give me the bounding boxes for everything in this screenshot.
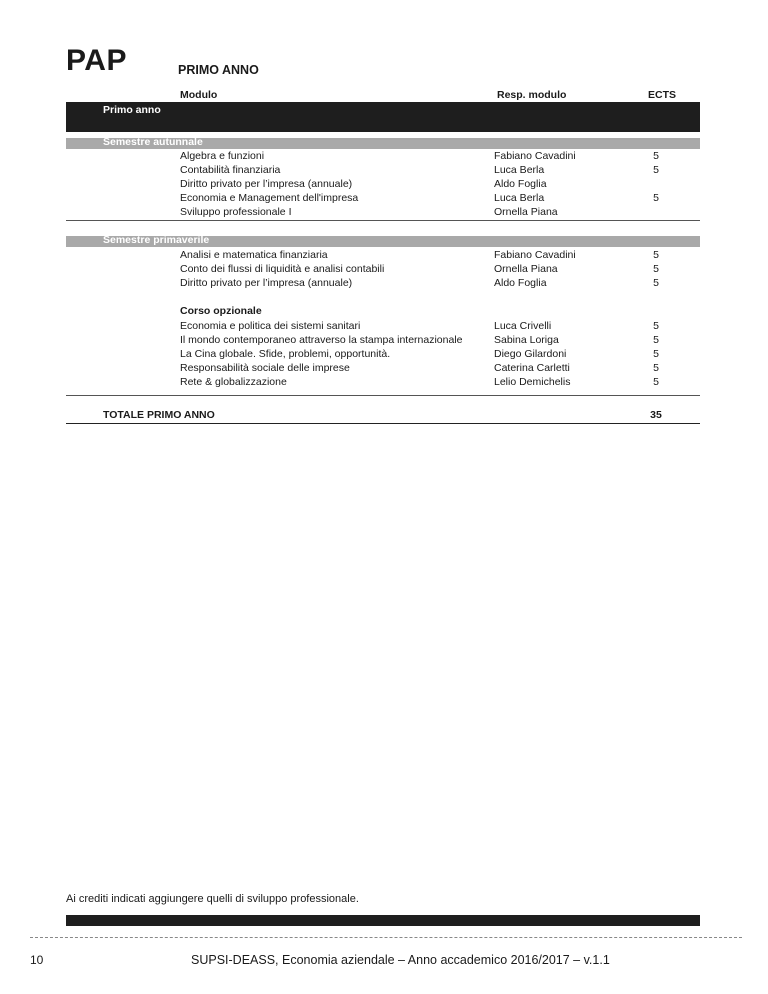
table-row (0, 191, 768, 205)
module-resp: Sabina Loriga (494, 334, 559, 346)
module-resp: Fabiano Cavadini (494, 150, 576, 162)
module-resp: Ornella Piana (494, 206, 558, 218)
page-number: 10 (30, 953, 44, 967)
module-ects: 5 (653, 150, 659, 162)
optional-course-title: Corso opzionale (180, 305, 262, 317)
column-header-ects: ECTS (648, 89, 677, 101)
module-name: Diritto privato per l’impresa (annuale) (180, 277, 353, 289)
module-ects: 5 (653, 362, 659, 374)
module-resp: Luca Berla (494, 192, 545, 204)
module-name: Conto dei flussi di liquidità e analisi contabili (180, 263, 385, 275)
autumn-semester-title: Semestre autunnale (103, 136, 203, 148)
spring-semester-title: Semestre primaverile (103, 234, 210, 246)
table-row (0, 149, 768, 163)
module-name: La Cina globale. Sfide, problemi, opportunità. (180, 348, 391, 360)
section-divider (66, 395, 700, 396)
module-resp: Luca Crivelli (494, 320, 552, 332)
table-row (0, 262, 768, 276)
module-resp: Lelio Demichelis (494, 376, 571, 388)
table-row (0, 177, 768, 191)
module-name: Economia e politica dei sistemi sanitari (180, 320, 361, 332)
module-resp: Fabiano Cavadini (494, 249, 576, 261)
module-name: Il mondo contemporaneo attraverso la stampa internazionale (180, 334, 463, 346)
year-label: Primo anno (103, 104, 161, 116)
table-row (0, 248, 768, 262)
table-row (0, 333, 768, 347)
page-subtitle: PRIMO ANNO (178, 63, 259, 77)
total-value: 35 (650, 409, 662, 421)
table-row (0, 276, 768, 290)
footer-dashed-rule (30, 937, 742, 938)
module-name: Analisi e matematica finanziaria (180, 249, 328, 261)
section-divider (66, 220, 700, 221)
footnote: Ai crediti indicati aggiungere quelli di sviluppo professionale. (66, 893, 359, 905)
page-code: PAP (66, 44, 127, 77)
module-ects: 5 (653, 348, 659, 360)
module-resp: Caterina Carletti (494, 362, 570, 374)
year-header-bar (66, 102, 700, 132)
module-ects: 5 (653, 334, 659, 346)
table-row (0, 375, 768, 389)
module-ects: 5 (653, 376, 659, 388)
module-name: Responsabilità sociale delle imprese (180, 362, 350, 374)
table-row (0, 319, 768, 333)
module-ects: 5 (653, 277, 659, 289)
module-ects: 5 (653, 263, 659, 275)
module-name: Rete & globalizzazione (180, 376, 287, 388)
table-row (0, 205, 768, 219)
footer-text: SUPSI-DEASS, Economia aziendale – Anno accademico 2016/2017 – v.1.1 (191, 953, 610, 967)
column-header-module: Modulo (180, 89, 218, 101)
total-divider (66, 423, 700, 424)
module-resp: Aldo Foglia (494, 178, 547, 190)
total-label: TOTALE PRIMO ANNO (103, 409, 215, 421)
module-name: Algebra e funzioni (180, 150, 265, 162)
column-header-resp: Resp. modulo (497, 89, 567, 101)
table-row (0, 347, 768, 361)
module-ects: 5 (653, 320, 659, 332)
module-resp: Aldo Foglia (494, 277, 547, 289)
module-resp: Luca Berla (494, 164, 545, 176)
module-resp: Ornella Piana (494, 263, 558, 275)
table-row (0, 361, 768, 375)
module-ects: 5 (653, 249, 659, 261)
module-name: Contabilità finanziaria (180, 164, 281, 176)
module-ects: 5 (653, 192, 659, 204)
footer-bar (66, 915, 700, 926)
module-name: Diritto privato per l’impresa (annuale) (180, 178, 353, 190)
table-row (0, 163, 768, 177)
module-name: Economia e Management dell'impresa (180, 192, 359, 204)
module-name: Sviluppo professionale I (180, 206, 292, 218)
module-ects: 5 (653, 164, 659, 176)
module-resp: Diego Gilardoni (494, 348, 567, 360)
